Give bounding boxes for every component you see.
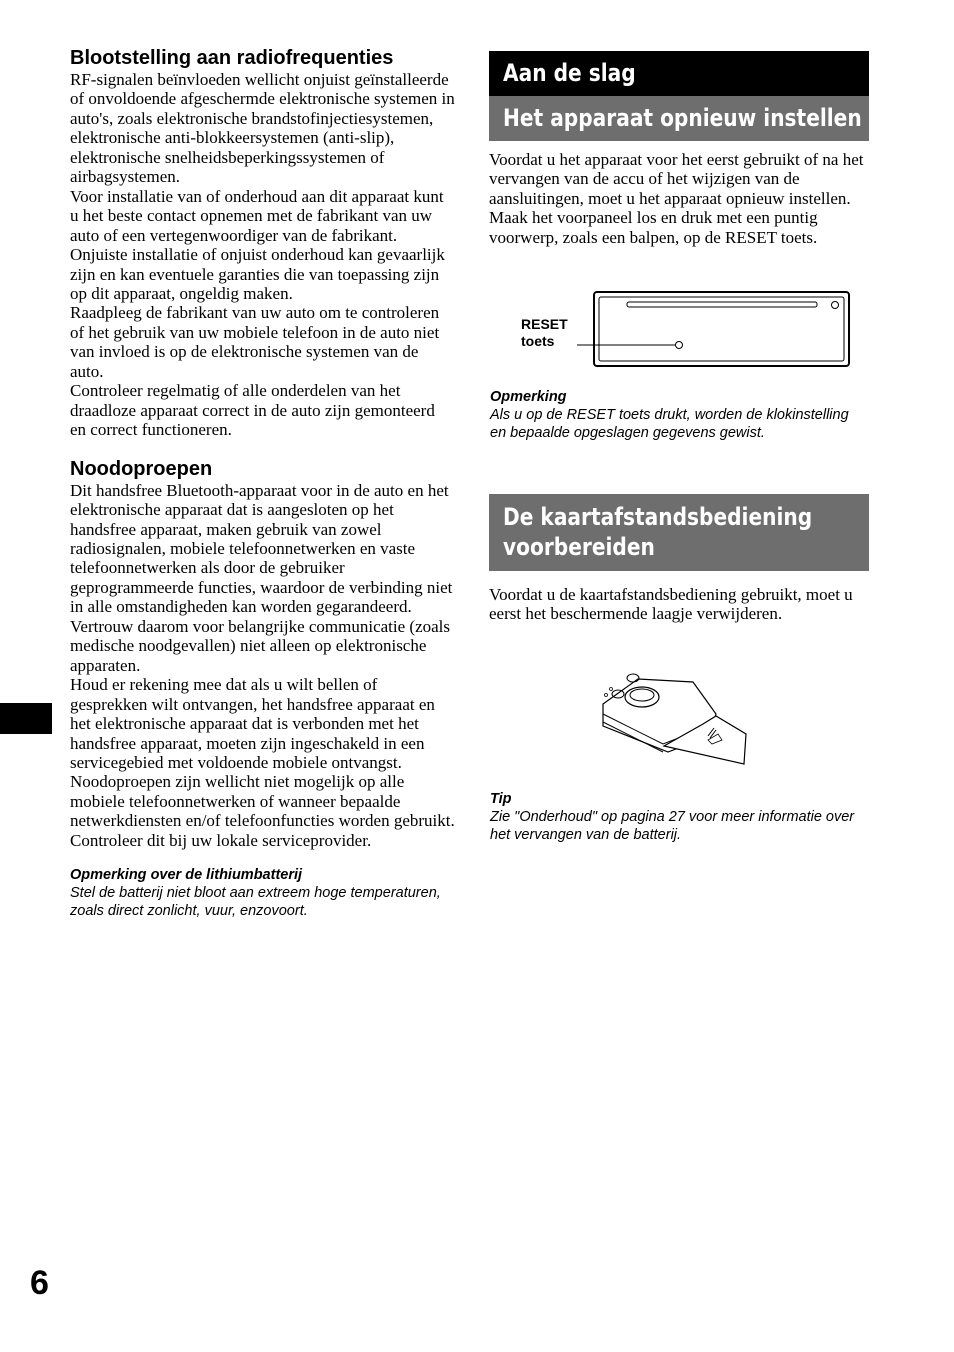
section-heading-radiofrequencies: Blootstelling aan radiofrequenties xyxy=(70,47,394,69)
reset-button-hole xyxy=(676,342,683,349)
paragraph: Voor installatie van of onderhoud aan dit apparaat kunt u het beste contact opnemen met de fabrikant van uw auto of een vertegenwoordiger van de fabrikant. Onjuiste installatie of onjuist onderhoud kan gevaarlijk zijn en kan eventuele garanties die van toepassing zijn op dit apparaat, ongeldig maken. xyxy=(70,186,445,303)
chapter-title-banner xyxy=(489,51,869,96)
section-title-remote-line2: voorbereiden xyxy=(503,533,655,561)
paragraph: RF-signalen beïnvloeden wellicht onjuist geïnstalleerde of onvoldoende afgeschermde elektronische systemen in auto's, zoals elektronische brandstofinjectiesystemen, elektronische anti-blokkeersystemen (anti-slip), elektronische snelheidsbeperkingssystemen of airbagsystemen. xyxy=(70,70,455,187)
page-number: 6 xyxy=(30,1264,49,1302)
paragraph: Raadpleeg de fabrikant van uw auto om te controleren of het gebruik van uw mobiele telefoon in de auto niet van invloed is op de elektronische systemen van de auto. xyxy=(70,303,440,381)
reset-note xyxy=(490,388,865,442)
paragraph: Voordat u de kaartafstandsbediening gebruikt, moet u eerst het beschermende laagje verwijderen. xyxy=(489,585,853,624)
card-remote-illustration xyxy=(598,664,758,769)
paragraph: Controleer dit bij uw lokale serviceprovider. xyxy=(70,830,372,850)
tip-text: Zie "Onderhoud" op pagina 27 voor meer informatie over het vervangen van de batterij. xyxy=(490,809,855,843)
section-title-banner-remote xyxy=(489,494,869,571)
note-title-reset: Opmerking xyxy=(490,389,567,405)
section-heading-emergency-calls: Noodoproepen xyxy=(70,457,213,480)
reset-section xyxy=(489,150,874,247)
paragraph: Vertrouw daarom voor belangrijke communicatie (zoals medische noodgevallen) niet alleen op elektronische apparaten. xyxy=(70,616,451,675)
paragraph: Houd er rekening mee dat als u wilt bellen of gesprekken wilt ontvangen, het handsfree apparaat en het elektronische apparaat dat is verbonden met het handsfree apparaat, moeten zijn ingeschakeld in een servicegebied met voldoende mobiele ontvangst. xyxy=(70,675,435,772)
remote-section xyxy=(489,585,874,624)
section-title-remote-line1: De kaartafstandsbediening xyxy=(503,503,813,531)
note-title-battery: Opmerking over de lithiumbatterij xyxy=(70,867,303,884)
paragraph: Controleer regelmatig of alle onderdelen van het draadloze apparaat correct in de auto zijn gemonteerd en correct functioneren. xyxy=(70,381,435,440)
chapter-title: Aan de slag xyxy=(503,59,636,87)
paragraph: Noodoproepen zijn wellicht niet mogelijk op alle mobiele telefoonnetwerken of wanneer bepaalde netwerkdiensten en/of telefoonfuncties worden gebruikt. xyxy=(70,772,455,831)
remote-tip xyxy=(490,790,865,844)
left-column xyxy=(70,46,455,920)
chapter-tab-marker xyxy=(0,703,52,734)
tip-title: Tip xyxy=(490,791,512,807)
reset-figure xyxy=(489,285,869,375)
paragraph: Voordat u het apparaat voor het eerst gebruikt of na het vervangen van de accu of het wijzigen van de aansluitingen, moet u het apparaat opnieuw instellen. xyxy=(489,150,864,208)
paragraph: Maak het voorpaneel los en druk met een puntig voorwerp, zoals een balpen, op de RESET toets. xyxy=(489,208,818,247)
note-text-battery: Stel de batterij niet bloot aan extreem hoge temperaturen, zoals direct zonlicht, vuur, enzovoort. xyxy=(70,885,441,920)
note-text-reset: Als u op de RESET toets drukt, worden de klokinstelling en bepaalde opgeslagen gegevens gewist. xyxy=(490,407,849,441)
section-title-banner-reset xyxy=(489,96,869,141)
reset-label-line2: toets xyxy=(521,333,555,349)
reset-label-line1: RESET xyxy=(521,316,568,332)
car-stereo-unit-illustration xyxy=(489,285,869,375)
section-title-reset: Het apparaat opnieuw instellen xyxy=(503,104,862,132)
paragraph: Dit handsfree Bluetooth-apparaat voor in de auto en het elektronische apparaat dat is aangesloten op het handsfree apparaat, maken gebruik van zowel radiosignalen, mobiele telefoonnetwerken en vaste telefoonnetwerken als door de gebruiker geprogrammeerde functies, waardoor de verbinding niet in alle omstandigheden kan worden gegarandeerd. xyxy=(70,480,453,617)
